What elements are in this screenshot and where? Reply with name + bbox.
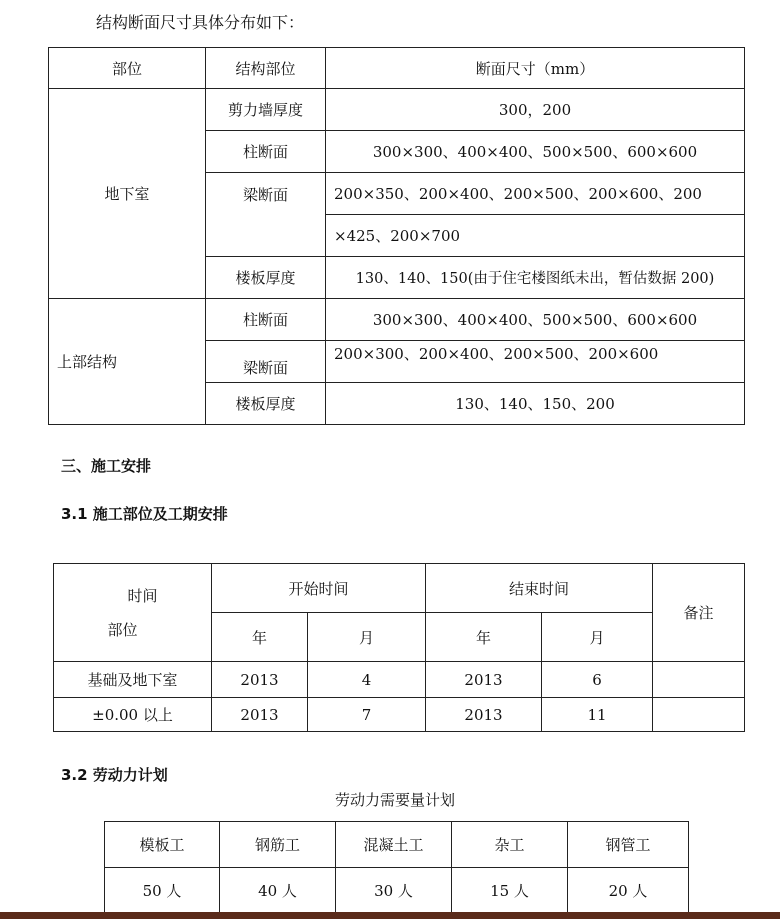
corner-part: 部位 xyxy=(107,620,138,639)
table-cell: 6 xyxy=(542,662,653,698)
bottom-divider xyxy=(0,912,780,919)
schedule-table xyxy=(53,563,745,732)
table-cell: 300×300、400×400、500×500、600×600 xyxy=(326,131,745,173)
corner-cell xyxy=(54,564,212,662)
table-cell: ×425、200×700 xyxy=(326,215,745,257)
header-remark: 备注 xyxy=(653,564,745,662)
table-cell: 130、140、150、200 xyxy=(326,383,745,425)
table-cell: ±0.00 以上 xyxy=(54,698,212,732)
table-cell: 30 人 xyxy=(336,868,452,914)
table-cell: 200×300、200×400、200×500、200×600 xyxy=(326,341,745,383)
table-cell: 130、140、150(由于住宅楼图纸未出，暂估数据 200) xyxy=(326,257,745,299)
table-cell: 柱断面 xyxy=(206,131,326,173)
table-cell: 钢管工 xyxy=(568,822,689,868)
table-cell: 楼板厚度 xyxy=(206,257,326,299)
table-cell: 40 人 xyxy=(220,868,336,914)
table-cell: 模板工 xyxy=(105,822,220,868)
section-size-table xyxy=(48,47,745,425)
table-cell: 剪力墙厚度 xyxy=(206,89,326,131)
table-cell: 4 xyxy=(308,662,426,698)
table-cell: 300×300、400×400、500×500、600×600 xyxy=(326,299,745,341)
table-cell: 杂工 xyxy=(452,822,568,868)
table-cell: 200×350、200×400、200×500、200×600、200 xyxy=(326,173,745,215)
header-part: 部位 xyxy=(49,48,206,89)
header-month: 月 xyxy=(542,613,653,662)
section-3-heading: 三、施工安排 xyxy=(61,457,152,475)
table-cell: 2013 xyxy=(426,662,542,698)
table-cell: 15 人 xyxy=(452,868,568,914)
group-basement: 地下室 xyxy=(49,89,206,299)
table-cell: 20 人 xyxy=(568,868,689,914)
table-cell: 基础及地下室 xyxy=(54,662,212,698)
table-cell: 50 人 xyxy=(105,868,220,914)
table-cell: 300，200 xyxy=(326,89,745,131)
section-3-1-heading: 3.1 施工部位及工期安排 xyxy=(61,505,228,523)
header-size: 断面尺寸（mm） xyxy=(326,48,745,89)
table-cell: 梁断面 xyxy=(206,173,326,257)
header-year: 年 xyxy=(212,613,308,662)
table-cell: 2013 xyxy=(212,662,308,698)
table-cell: 钢筋工 xyxy=(220,822,336,868)
corner-time: 时间 xyxy=(127,586,158,605)
table-cell xyxy=(653,662,745,698)
section-3-2-heading: 3.2 劳动力计划 xyxy=(61,766,168,784)
labor-caption: 劳动力需要量计划 xyxy=(334,791,455,809)
labor-table xyxy=(104,821,689,914)
table-cell: 2013 xyxy=(212,698,308,732)
table-cell: 2013 xyxy=(426,698,542,732)
table-cell: 11 xyxy=(542,698,653,732)
header-year: 年 xyxy=(426,613,542,662)
group-upper: 上部结构 xyxy=(49,299,206,425)
table-cell: 7 xyxy=(308,698,426,732)
table-cell xyxy=(653,698,745,732)
intro-text: 结构断面尺寸具体分布如下： xyxy=(96,13,305,32)
table-cell: 混凝土工 xyxy=(336,822,452,868)
table-cell: 梁断面 xyxy=(206,341,326,383)
header-structure: 结构部位 xyxy=(206,48,326,89)
header-start: 开始时间 xyxy=(212,564,426,613)
header-month: 月 xyxy=(308,613,426,662)
header-end: 结束时间 xyxy=(426,564,653,613)
table-cell: 楼板厚度 xyxy=(206,383,326,425)
table-cell: 柱断面 xyxy=(206,299,326,341)
